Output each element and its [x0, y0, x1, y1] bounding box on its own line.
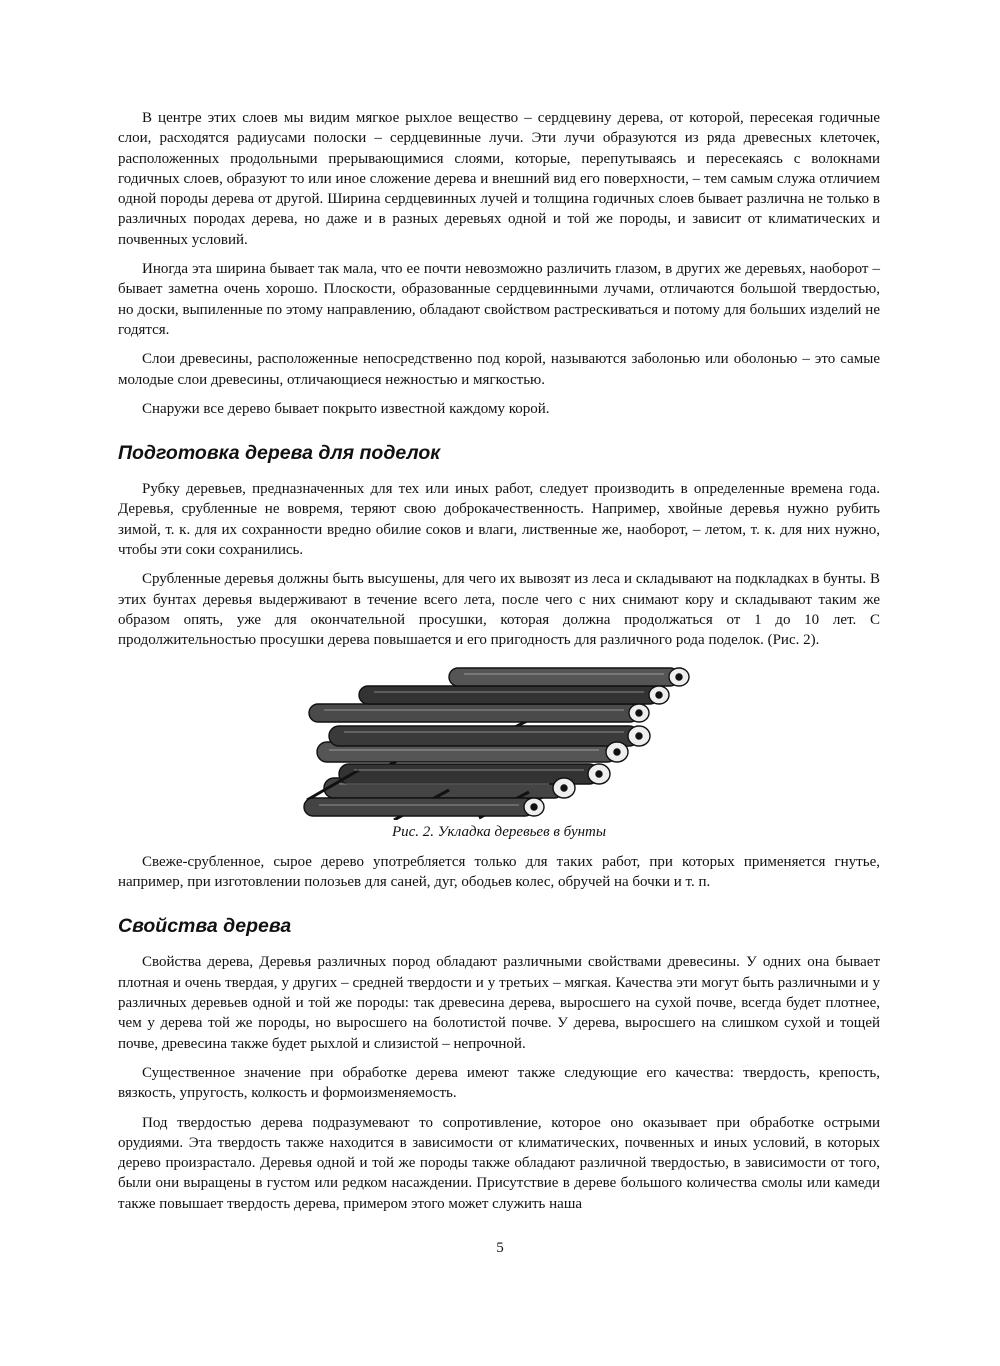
paragraph: В центре этих слоев мы видим мягкое рыхлое вещество – сердцевину дерева, от которой, пересекая годичные слои, расходятся радиусами полоски – сердцевинные лучи. Эти лучи образуются из ряда древесных клеточек, расположенных продольными прерывающимися слоями, которые, перепутываясь и пересекаясь с волокнами годичных слоев, образуют то или иное сложение дерева и внешний вид его поверхности, – тем самым служа отличием одной породы дерева от другой. Ширина сердцевинных лучей и толщина годичных слоев бывает различна не только в различных породах дерева, но даже и в разных деревьях одной и той же породы, и зависит от климатических и почвенных условий. [118, 110, 880, 248]
log-stack-illustration [299, 660, 699, 820]
paragraph: Свеже-срубленное, сырое дерево употребляется только для таких работ, при которых применяется гнутье, например, при изготовлении полозьев для саней, дуг, ободьев колес, обручей на бочки и т. п. [118, 853, 880, 891]
paragraph: Иногда эта ширина бывает так мала, что ее почти невозможно различить глазом, в других же деревьях, наоборот – бывает заметна очень хорошо. Плоскости, образованные сердцевинными лучами, отличаются большой твердостью, но доски, выпиленные по этому направлению, обладают свойством растрескиваться и потому для больших изделий не годятся. [118, 261, 880, 338]
paragraph: Под твердостью дерева подразумевают то сопротивление, которое оно оказывает при обработке острыми орудиями. Эта твердость также находится в зависимости от климатических, почвенных и иных условий, в которых дерево произрастало. Деревья одной и той же породы также обладают различной твердостью, в зависимости от того, были они выращены в густом или редком насаждении. Присутствие в дереве большого количества смолы или камеди также повышает твердость дерева, примером этого может служить наша [118, 1114, 880, 1212]
paragraph: Слои древесины, расположенные непосредственно под корой, называются заболонью или оболонью – это самые молодые слои древесины, отличающиеся нежностью и мягкостью. [118, 351, 880, 388]
section-intro [118, 108, 880, 419]
page-body [118, 108, 880, 1223]
section-heading: Подготовка дерева для поделок [118, 442, 441, 465]
paragraph: Рубку деревьев, предназначенных для тех или иных работ, следует производить в определенные времена года. Деревья, срубленные не вовремя, теряют свою доброкачественность. Например, хвойные деревья нужно рубить зимой, т. к. для их сохранности вредно обилие соков и влаги, лиственные же, наоборот, – летом, т. к. для них нужно, чтобы эти соки сохранились. [118, 481, 880, 559]
figure-caption: Рис. 2. Укладка деревьев в бунты [391, 823, 607, 840]
paragraph: Снаружи все дерево бывает покрыто известной каждому корой. [142, 400, 550, 417]
page-number: 5 [496, 1240, 504, 1256]
section-properties [118, 914, 880, 1214]
section-preparation [118, 441, 880, 892]
paragraph: Существенное значение при обработке дерева имеют также следующие его качества: твердость, крепость, вязкость, упругость, колкость и формоизменяемость. [118, 1064, 880, 1102]
paragraph: Свойства дерева, Деревья различных пород обладают различными свойствами древесины. У одних она бывает плотная и очень твердая, у других – средней твердости и у третьих – мягкая. Качества эти могут быть различными и у различных деревьев одной и той же породы: так древесина дерева, выросшего на сухой почве, всегда будет плотнее, чем у дерева той же породы, но выросшего на болотистой почве. У дерева, выросшего на слишком сухой и тощей почве, древесина также будет рыхлой и слизистой – непрочной. [118, 954, 880, 1052]
figure-log-stack [118, 660, 880, 842]
section-heading: Свойства дерева [118, 915, 292, 938]
paragraph: Срубленные деревья должны быть высушены, для чего их вывозят из леса и складывают на подкладках в бунты. В этих бунтах деревья выдерживают в течение всего лета, после чего с них снимают кору и складывают таким же образом опять, уже для окончательной просушки, которая должна продолжаться от 1 до 10 лет. С продолжительностью просушки дерева повышается и его пригодность для различного рода поделок. (Рис. 2). [118, 571, 880, 649]
